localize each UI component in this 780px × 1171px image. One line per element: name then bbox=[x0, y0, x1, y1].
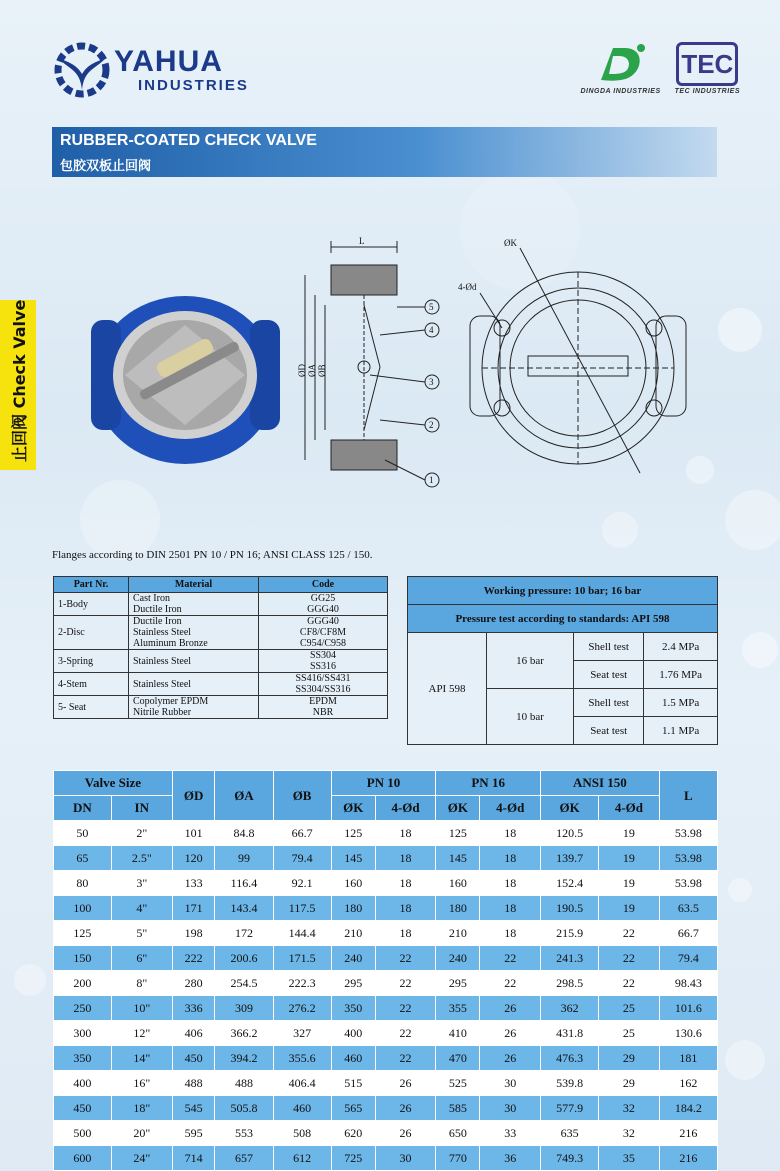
part-number: 5- Seat bbox=[54, 696, 129, 719]
material-name: Stainless Steel bbox=[133, 627, 192, 638]
test-value: 2.4 MPa bbox=[644, 633, 718, 661]
cell-ansi-ok: 577.9 bbox=[541, 1096, 599, 1121]
material-code: SS304/SS316 bbox=[295, 684, 351, 695]
material-code: EPDM bbox=[309, 696, 337, 707]
cell-ob: 276.2 bbox=[273, 996, 331, 1021]
cell-dn: 450 bbox=[54, 1096, 112, 1121]
cell-pn16-bolts: 26 bbox=[480, 996, 541, 1021]
cell-oa: 143.4 bbox=[215, 896, 273, 921]
material-cell bbox=[129, 650, 259, 673]
head-od: ØD bbox=[172, 771, 215, 821]
cell-od: 488 bbox=[172, 1071, 215, 1096]
dingda-caption: DINGDA INDUSTRIES bbox=[580, 88, 661, 95]
cell-pn16-ok: 210 bbox=[436, 921, 480, 946]
cell-pn10-bolts: 18 bbox=[375, 821, 436, 846]
cell-ansi-bolts: 19 bbox=[599, 896, 660, 921]
cell-ansi-ok: 362 bbox=[541, 996, 599, 1021]
cell-ansi-ok: 476.3 bbox=[541, 1046, 599, 1071]
tec-caption: TEC INDUSTRIES bbox=[674, 88, 740, 95]
table-row bbox=[54, 971, 718, 996]
material-code: SS304 bbox=[309, 650, 337, 661]
head-ansi-bolts: 4-Ød bbox=[599, 796, 660, 821]
material-code: NBR bbox=[312, 707, 334, 718]
cell-oa: 394.2 bbox=[215, 1046, 273, 1071]
material-row bbox=[54, 673, 388, 696]
dingda-d-icon bbox=[591, 42, 651, 86]
cell-pn16-ok: 585 bbox=[436, 1096, 480, 1121]
code-cell bbox=[259, 696, 388, 719]
cell-pn16-bolts: 36 bbox=[480, 1146, 541, 1171]
head-pn16-ok: ØK bbox=[436, 796, 480, 821]
cell-pn16-bolts: 26 bbox=[480, 1021, 541, 1046]
cell-ansi-ok: 190.5 bbox=[541, 896, 599, 921]
cell-oa: 657 bbox=[215, 1146, 273, 1171]
col-material: Material bbox=[129, 577, 259, 593]
side-tab-label: 止回阀 Check Valve bbox=[10, 299, 29, 462]
cell-pn10-ok: 240 bbox=[331, 946, 375, 971]
cell-ob: 92.1 bbox=[273, 871, 331, 896]
cell-ob: 171.5 bbox=[273, 946, 331, 971]
cell-pn16-ok: 160 bbox=[436, 871, 480, 896]
table-row bbox=[54, 1146, 718, 1171]
test-value: 1.76 MPa bbox=[644, 661, 718, 689]
cell-pn10-ok: 725 bbox=[331, 1146, 375, 1171]
cell-ansi-bolts: 19 bbox=[599, 846, 660, 871]
code-cell bbox=[259, 593, 388, 616]
cell-pn10-bolts: 26 bbox=[375, 1096, 436, 1121]
code-cell bbox=[259, 616, 388, 650]
material-name: Stainless Steel bbox=[133, 678, 192, 690]
cell-in: 3" bbox=[111, 871, 172, 896]
cell-l: 53.98 bbox=[659, 846, 717, 871]
cell-pn10-bolts: 18 bbox=[375, 896, 436, 921]
cell-ob: 79.4 bbox=[273, 846, 331, 871]
cell-pn10-bolts: 22 bbox=[375, 1046, 436, 1071]
dingda-logo bbox=[580, 42, 660, 95]
cell-l: 101.6 bbox=[659, 996, 717, 1021]
cell-oa: 366.2 bbox=[215, 1021, 273, 1046]
cell-ansi-ok: 749.3 bbox=[541, 1146, 599, 1171]
cell-pn16-ok: 145 bbox=[436, 846, 480, 871]
rating-10bar: 10 bar bbox=[487, 689, 574, 745]
part-number: 1-Body bbox=[54, 593, 129, 616]
cell-pn16-ok: 525 bbox=[436, 1071, 480, 1096]
cell-ansi-bolts: 22 bbox=[599, 971, 660, 996]
cell-l: 53.98 bbox=[659, 871, 717, 896]
test-value: 1.1 MPa bbox=[644, 717, 718, 745]
head-ob: ØB bbox=[273, 771, 331, 821]
callout-2: 2 bbox=[429, 420, 434, 430]
cell-pn10-bolts: 22 bbox=[375, 971, 436, 996]
partner-logos bbox=[580, 42, 740, 95]
valve-flange-drawing bbox=[450, 228, 710, 488]
cell-ansi-ok: 241.3 bbox=[541, 946, 599, 971]
head-pn16: PN 16 bbox=[436, 771, 541, 796]
cell-od: 101 bbox=[172, 821, 215, 846]
cell-pn10-ok: 460 bbox=[331, 1046, 375, 1071]
cell-pn16-ok: 770 bbox=[436, 1146, 480, 1171]
cell-in: 5" bbox=[111, 921, 172, 946]
cell-ansi-bolts: 25 bbox=[599, 1021, 660, 1046]
test-name: Shell test bbox=[574, 689, 644, 717]
yahua-gear-icon bbox=[50, 40, 114, 100]
cell-pn16-bolts: 26 bbox=[480, 1046, 541, 1071]
cell-pn16-ok: 470 bbox=[436, 1046, 480, 1071]
cell-ob: 508 bbox=[273, 1121, 331, 1146]
cell-pn16-ok: 240 bbox=[436, 946, 480, 971]
cell-dn: 50 bbox=[54, 821, 112, 846]
head-oa: ØA bbox=[215, 771, 273, 821]
cell-pn10-bolts: 26 bbox=[375, 1121, 436, 1146]
cell-pn10-ok: 620 bbox=[331, 1121, 375, 1146]
table-row bbox=[54, 821, 718, 846]
material-cell bbox=[129, 673, 259, 696]
cell-od: 336 bbox=[172, 996, 215, 1021]
cell-oa: 309 bbox=[215, 996, 273, 1021]
cell-ansi-ok: 152.4 bbox=[541, 871, 599, 896]
table-row bbox=[54, 1046, 718, 1071]
head-dn: DN bbox=[54, 796, 112, 821]
cell-od: 714 bbox=[172, 1146, 215, 1171]
col-code: Code bbox=[259, 577, 388, 593]
callout-4: 4 bbox=[429, 325, 434, 335]
cell-pn10-bolts: 26 bbox=[375, 1071, 436, 1096]
cell-ob: 327 bbox=[273, 1021, 331, 1046]
cell-l: 98.43 bbox=[659, 971, 717, 996]
cell-pn16-ok: 295 bbox=[436, 971, 480, 996]
cell-oa: 505.8 bbox=[215, 1096, 273, 1121]
cell-od: 120 bbox=[172, 846, 215, 871]
flange-standard-note: Flanges according to DIN 2501 PN 10 / PN 16; ANSI CLASS 125 / 150. bbox=[52, 549, 373, 561]
cell-l: 79.4 bbox=[659, 946, 717, 971]
cell-od: 171 bbox=[172, 896, 215, 921]
cell-pn16-bolts: 18 bbox=[480, 921, 541, 946]
cell-pn16-ok: 125 bbox=[436, 821, 480, 846]
dim-l-label: L bbox=[359, 236, 365, 246]
cell-in: 12" bbox=[111, 1021, 172, 1046]
dim-bolt-holes-label: 4-Ød bbox=[458, 282, 477, 292]
tec-logo-box: TEC bbox=[676, 42, 738, 86]
valve-product-photo bbox=[85, 280, 285, 470]
material-name: Ductile Iron bbox=[133, 616, 182, 627]
cell-od: 133 bbox=[172, 871, 215, 896]
cell-ob: 460 bbox=[273, 1096, 331, 1121]
cell-pn10-ok: 160 bbox=[331, 871, 375, 896]
cell-dn: 600 bbox=[54, 1146, 112, 1171]
cell-od: 406 bbox=[172, 1021, 215, 1046]
cell-in: 6" bbox=[111, 946, 172, 971]
test-name: Seat test bbox=[574, 717, 644, 745]
cell-pn10-ok: 565 bbox=[331, 1096, 375, 1121]
cell-od: 450 bbox=[172, 1046, 215, 1071]
cell-ansi-ok: 635 bbox=[541, 1121, 599, 1146]
cell-ansi-bolts: 22 bbox=[599, 946, 660, 971]
cell-ob: 612 bbox=[273, 1146, 331, 1171]
material-code: C954/C958 bbox=[299, 638, 347, 649]
cell-dn: 300 bbox=[54, 1021, 112, 1046]
cell-ansi-bolts: 25 bbox=[599, 996, 660, 1021]
cell-pn10-ok: 145 bbox=[331, 846, 375, 871]
head-ansi-ok: ØK bbox=[541, 796, 599, 821]
material-name: Cast Iron bbox=[133, 593, 170, 604]
material-code: GGG40 bbox=[307, 604, 339, 615]
cell-ansi-ok: 139.7 bbox=[541, 846, 599, 871]
cell-pn10-bolts: 18 bbox=[375, 871, 436, 896]
cell-pn10-bolts: 22 bbox=[375, 1021, 436, 1046]
material-cell bbox=[129, 696, 259, 719]
cell-in: 10" bbox=[111, 996, 172, 1021]
cell-ob: 144.4 bbox=[273, 921, 331, 946]
dim-od-label: ØD bbox=[297, 364, 307, 377]
cell-pn10-ok: 125 bbox=[331, 821, 375, 846]
cell-pn10-bolts: 18 bbox=[375, 846, 436, 871]
head-pn10-ok: ØK bbox=[331, 796, 375, 821]
cell-l: 130.6 bbox=[659, 1021, 717, 1046]
cell-dn: 125 bbox=[54, 921, 112, 946]
cell-ansi-bolts: 35 bbox=[599, 1146, 660, 1171]
valve-section-drawing bbox=[285, 235, 455, 500]
test-name: Shell test bbox=[574, 633, 644, 661]
cell-pn16-bolts: 18 bbox=[480, 896, 541, 921]
cell-pn16-ok: 650 bbox=[436, 1121, 480, 1146]
callout-3: 3 bbox=[429, 377, 434, 387]
material-row bbox=[54, 616, 388, 650]
cell-l: 181 bbox=[659, 1046, 717, 1071]
cell-l: 184.2 bbox=[659, 1096, 717, 1121]
col-part: Part Nr. bbox=[54, 577, 129, 593]
cell-pn16-bolts: 30 bbox=[480, 1096, 541, 1121]
cell-pn10-ok: 210 bbox=[331, 921, 375, 946]
cell-pn16-ok: 355 bbox=[436, 996, 480, 1021]
test-value: 1.5 MPa bbox=[644, 689, 718, 717]
table-row bbox=[54, 946, 718, 971]
cell-in: 2.5" bbox=[111, 846, 172, 871]
cell-l: 53.98 bbox=[659, 821, 717, 846]
cell-pn10-bolts: 22 bbox=[375, 946, 436, 971]
head-pn16-bolts: 4-Ød bbox=[480, 796, 541, 821]
table-row bbox=[54, 846, 718, 871]
table-row bbox=[54, 1021, 718, 1046]
part-number: 2-Disc bbox=[54, 616, 129, 650]
dimensions-table bbox=[53, 770, 718, 1171]
cell-ansi-ok: 539.8 bbox=[541, 1071, 599, 1096]
cell-pn16-ok: 410 bbox=[436, 1021, 480, 1046]
dim-ob-label: ØB bbox=[317, 364, 327, 377]
callout-1: 1 bbox=[429, 475, 434, 485]
cell-ansi-bolts: 22 bbox=[599, 921, 660, 946]
brand-subtitle: INDUSTRIES bbox=[138, 76, 249, 94]
table-row bbox=[54, 996, 718, 1021]
cell-l: 63.5 bbox=[659, 896, 717, 921]
cell-pn10-bolts: 30 bbox=[375, 1146, 436, 1171]
cell-ansi-ok: 215.9 bbox=[541, 921, 599, 946]
cell-dn: 500 bbox=[54, 1121, 112, 1146]
cell-oa: 116.4 bbox=[215, 871, 273, 896]
cell-oa: 172 bbox=[215, 921, 273, 946]
title-english: RUBBER-COATED CHECK VALVE bbox=[60, 132, 317, 149]
cell-in: 24" bbox=[111, 1146, 172, 1171]
material-name: Stainless Steel bbox=[133, 655, 192, 667]
cell-ob: 355.6 bbox=[273, 1046, 331, 1071]
cell-dn: 400 bbox=[54, 1071, 112, 1096]
cell-pn10-ok: 400 bbox=[331, 1021, 375, 1046]
cell-pn16-bolts: 30 bbox=[480, 1071, 541, 1096]
cell-dn: 200 bbox=[54, 971, 112, 996]
title-banner bbox=[52, 127, 717, 177]
cell-in: 18" bbox=[111, 1096, 172, 1121]
cell-od: 595 bbox=[172, 1121, 215, 1146]
rating-16bar: 16 bar bbox=[487, 633, 574, 689]
dim-oa-label: ØA bbox=[307, 364, 317, 377]
cell-pn16-bolts: 33 bbox=[480, 1121, 541, 1146]
cell-oa: 99 bbox=[215, 846, 273, 871]
head-valve-size: Valve Size bbox=[54, 771, 173, 796]
cell-l: 162 bbox=[659, 1071, 717, 1096]
table-row bbox=[54, 896, 718, 921]
cell-in: 14" bbox=[111, 1046, 172, 1071]
table-row bbox=[54, 1071, 718, 1096]
head-l: L bbox=[659, 771, 717, 821]
cell-oa: 488 bbox=[215, 1071, 273, 1096]
pressure-table bbox=[407, 576, 718, 745]
table-row bbox=[54, 1096, 718, 1121]
cell-pn16-ok: 180 bbox=[436, 896, 480, 921]
dim-ok-label: ØK bbox=[504, 238, 517, 248]
working-pressure: Working pressure: 10 bar; 16 bar bbox=[408, 577, 718, 605]
cell-pn10-bolts: 18 bbox=[375, 921, 436, 946]
standard-name: API 598 bbox=[408, 633, 487, 745]
cell-oa: 200.6 bbox=[215, 946, 273, 971]
cell-dn: 65 bbox=[54, 846, 112, 871]
cell-od: 545 bbox=[172, 1096, 215, 1121]
cell-in: 16" bbox=[111, 1071, 172, 1096]
material-row bbox=[54, 650, 388, 673]
material-cell bbox=[129, 593, 259, 616]
yahua-logo bbox=[50, 40, 249, 100]
cell-oa: 254.5 bbox=[215, 971, 273, 996]
cell-ansi-bolts: 19 bbox=[599, 871, 660, 896]
cell-ansi-bolts: 29 bbox=[599, 1046, 660, 1071]
cell-pn16-bolts: 18 bbox=[480, 846, 541, 871]
cell-od: 222 bbox=[172, 946, 215, 971]
cell-dn: 350 bbox=[54, 1046, 112, 1071]
cell-pn16-bolts: 22 bbox=[480, 971, 541, 996]
material-row bbox=[54, 593, 388, 616]
material-code: SS416/SS431 bbox=[295, 673, 351, 684]
cell-in: 8" bbox=[111, 971, 172, 996]
cell-ansi-bolts: 19 bbox=[599, 821, 660, 846]
material-name: Nitrile Rubber bbox=[133, 707, 192, 718]
material-name: Aluminum Bronze bbox=[133, 638, 208, 649]
brand-name: YAHUA bbox=[114, 44, 223, 78]
cell-ob: 117.5 bbox=[273, 896, 331, 921]
test-name: Seat test bbox=[574, 661, 644, 689]
cell-ob: 406.4 bbox=[273, 1071, 331, 1096]
cell-ansi-ok: 120.5 bbox=[541, 821, 599, 846]
material-code: SS316 bbox=[309, 661, 337, 672]
tec-logo bbox=[675, 42, 740, 95]
cell-ansi-bolts: 32 bbox=[599, 1121, 660, 1146]
cell-in: 2" bbox=[111, 821, 172, 846]
material-name: Ductile Iron bbox=[133, 604, 182, 615]
head-pn10: PN 10 bbox=[331, 771, 436, 796]
table-row bbox=[54, 1121, 718, 1146]
cell-ob: 222.3 bbox=[273, 971, 331, 996]
callout-5: 5 bbox=[429, 302, 434, 312]
side-category-tab bbox=[0, 300, 36, 470]
cell-ansi-ok: 431.8 bbox=[541, 1021, 599, 1046]
cell-od: 198 bbox=[172, 921, 215, 946]
cell-in: 20" bbox=[111, 1121, 172, 1146]
material-code: GG25 bbox=[310, 593, 336, 604]
cell-pn10-bolts: 22 bbox=[375, 996, 436, 1021]
cell-ansi-ok: 298.5 bbox=[541, 971, 599, 996]
material-name: Copolymer EPDM bbox=[133, 696, 209, 707]
material-row bbox=[54, 696, 388, 719]
cell-pn10-ok: 515 bbox=[331, 1071, 375, 1096]
cell-l: 216 bbox=[659, 1121, 717, 1146]
cell-ob: 66.7 bbox=[273, 821, 331, 846]
cell-oa: 553 bbox=[215, 1121, 273, 1146]
cell-l: 66.7 bbox=[659, 921, 717, 946]
cell-dn: 150 bbox=[54, 946, 112, 971]
table-row bbox=[54, 921, 718, 946]
head-ansi150: ANSI 150 bbox=[541, 771, 660, 796]
cell-pn16-bolts: 22 bbox=[480, 946, 541, 971]
part-number: 4-Stem bbox=[54, 673, 129, 696]
cell-dn: 100 bbox=[54, 896, 112, 921]
cell-ansi-bolts: 32 bbox=[599, 1096, 660, 1121]
cell-oa: 84.8 bbox=[215, 821, 273, 846]
cell-in: 4" bbox=[111, 896, 172, 921]
code-cell bbox=[259, 673, 388, 696]
cell-ansi-bolts: 29 bbox=[599, 1071, 660, 1096]
cell-pn16-bolts: 18 bbox=[480, 871, 541, 896]
cell-l: 216 bbox=[659, 1146, 717, 1171]
table-row bbox=[54, 871, 718, 896]
cell-dn: 250 bbox=[54, 996, 112, 1021]
head-in: IN bbox=[111, 796, 172, 821]
material-cell bbox=[129, 616, 259, 650]
cell-pn16-bolts: 18 bbox=[480, 821, 541, 846]
code-cell bbox=[259, 650, 388, 673]
cell-od: 280 bbox=[172, 971, 215, 996]
cell-pn10-ok: 295 bbox=[331, 971, 375, 996]
material-code: CF8/CF8M bbox=[299, 627, 347, 638]
pressure-standard: Pressure test according to standards: API 598 bbox=[408, 605, 718, 633]
cell-dn: 80 bbox=[54, 871, 112, 896]
title-chinese: 包胶双板止回阀 bbox=[60, 159, 152, 174]
materials-table bbox=[53, 576, 388, 719]
head-pn10-bolts: 4-Ød bbox=[375, 796, 436, 821]
part-number: 3-Spring bbox=[54, 650, 129, 673]
cell-pn10-ok: 350 bbox=[331, 996, 375, 1021]
material-code: GGG40 bbox=[307, 616, 339, 627]
cell-pn10-ok: 180 bbox=[331, 896, 375, 921]
